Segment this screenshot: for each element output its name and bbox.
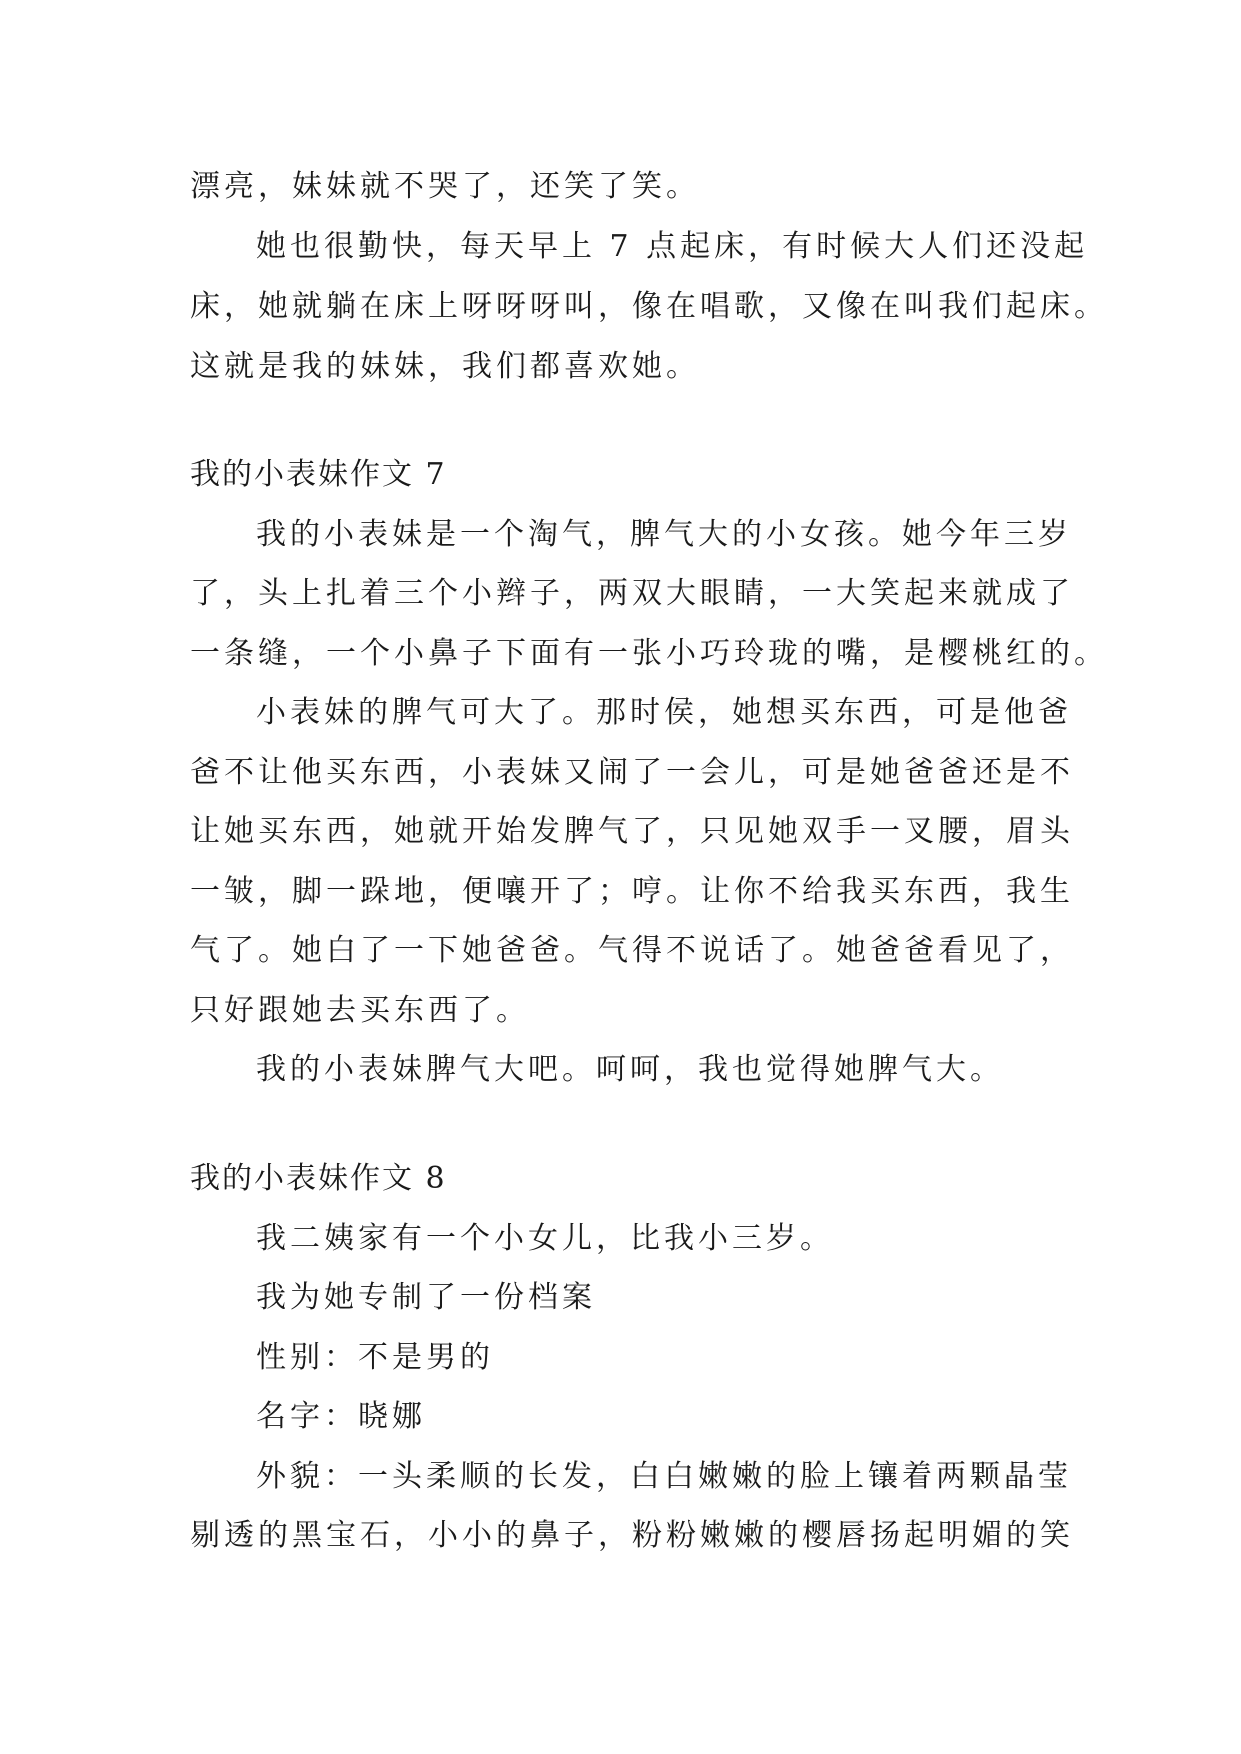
text-line: 爸不让他买东西，小表妹又闹了一会儿，可是她爸爸还是不 bbox=[190, 755, 1074, 790]
paragraph-line: 我为她专制了一份档案 bbox=[256, 1280, 596, 1315]
text-line: 一皱，脚一跺地，便嚷开了；哼。让你不给我买东西，我生 bbox=[190, 874, 1074, 909]
paragraph-line: 外貌：一头柔顺的长发，白白嫩嫩的脸上镶着两颗晶莹 bbox=[256, 1459, 1072, 1494]
paragraph-line: 我二姨家有一个小女儿，比我小三岁。 bbox=[256, 1221, 834, 1256]
text-line: 只好跟她去买东西了。 bbox=[190, 993, 530, 1028]
text-line: 了，头上扎着三个小辫子，两双大眼睛，一大笑起来就成了 bbox=[190, 576, 1074, 611]
text-line: 漂亮，妹妹就不哭了，还笑了笑。 bbox=[190, 169, 700, 204]
text-line: 这就是我的妹妹，我们都喜欢她。 bbox=[190, 349, 700, 384]
paragraph-line: 我的小表妹是一个淘气，脾气大的小女孩。她今年三岁 bbox=[256, 517, 1072, 552]
section-heading-7: 我的小表妹作文 7 bbox=[190, 457, 447, 492]
text-line: 一条缝，一个小鼻子下面有一张小巧玲珑的嘴，是樱桃红的。 bbox=[190, 636, 1108, 671]
paragraph-line: 名字：晓娜 bbox=[256, 1399, 426, 1434]
paragraph-line: 性别：不是男的 bbox=[256, 1340, 494, 1375]
paragraph-line: 她也很勤快，每天早上 7 点起床，有时候大人们还没起 bbox=[256, 229, 1089, 264]
text-line: 剔透的黑宝石，小小的鼻子，粉粉嫩嫩的樱唇扬起明媚的笑 bbox=[190, 1518, 1074, 1553]
paragraph-line: 我的小表妹脾气大吧。呵呵，我也觉得她脾气大。 bbox=[256, 1052, 1004, 1087]
text-line: 让她买东西，她就开始发脾气了，只见她双手一叉腰，眉头 bbox=[190, 814, 1074, 849]
text-line: 床，她就躺在床上呀呀呀叫，像在唱歌，又像在叫我们起床。 bbox=[190, 289, 1108, 324]
paragraph-line: 小表妹的脾气可大了。那时侯，她想买东西，可是他爸 bbox=[256, 695, 1072, 730]
text-line: 气了。她白了一下她爸爸。气得不说话了。她爸爸看见了， bbox=[190, 933, 1074, 968]
section-heading-8: 我的小表妹作文 8 bbox=[190, 1161, 447, 1196]
